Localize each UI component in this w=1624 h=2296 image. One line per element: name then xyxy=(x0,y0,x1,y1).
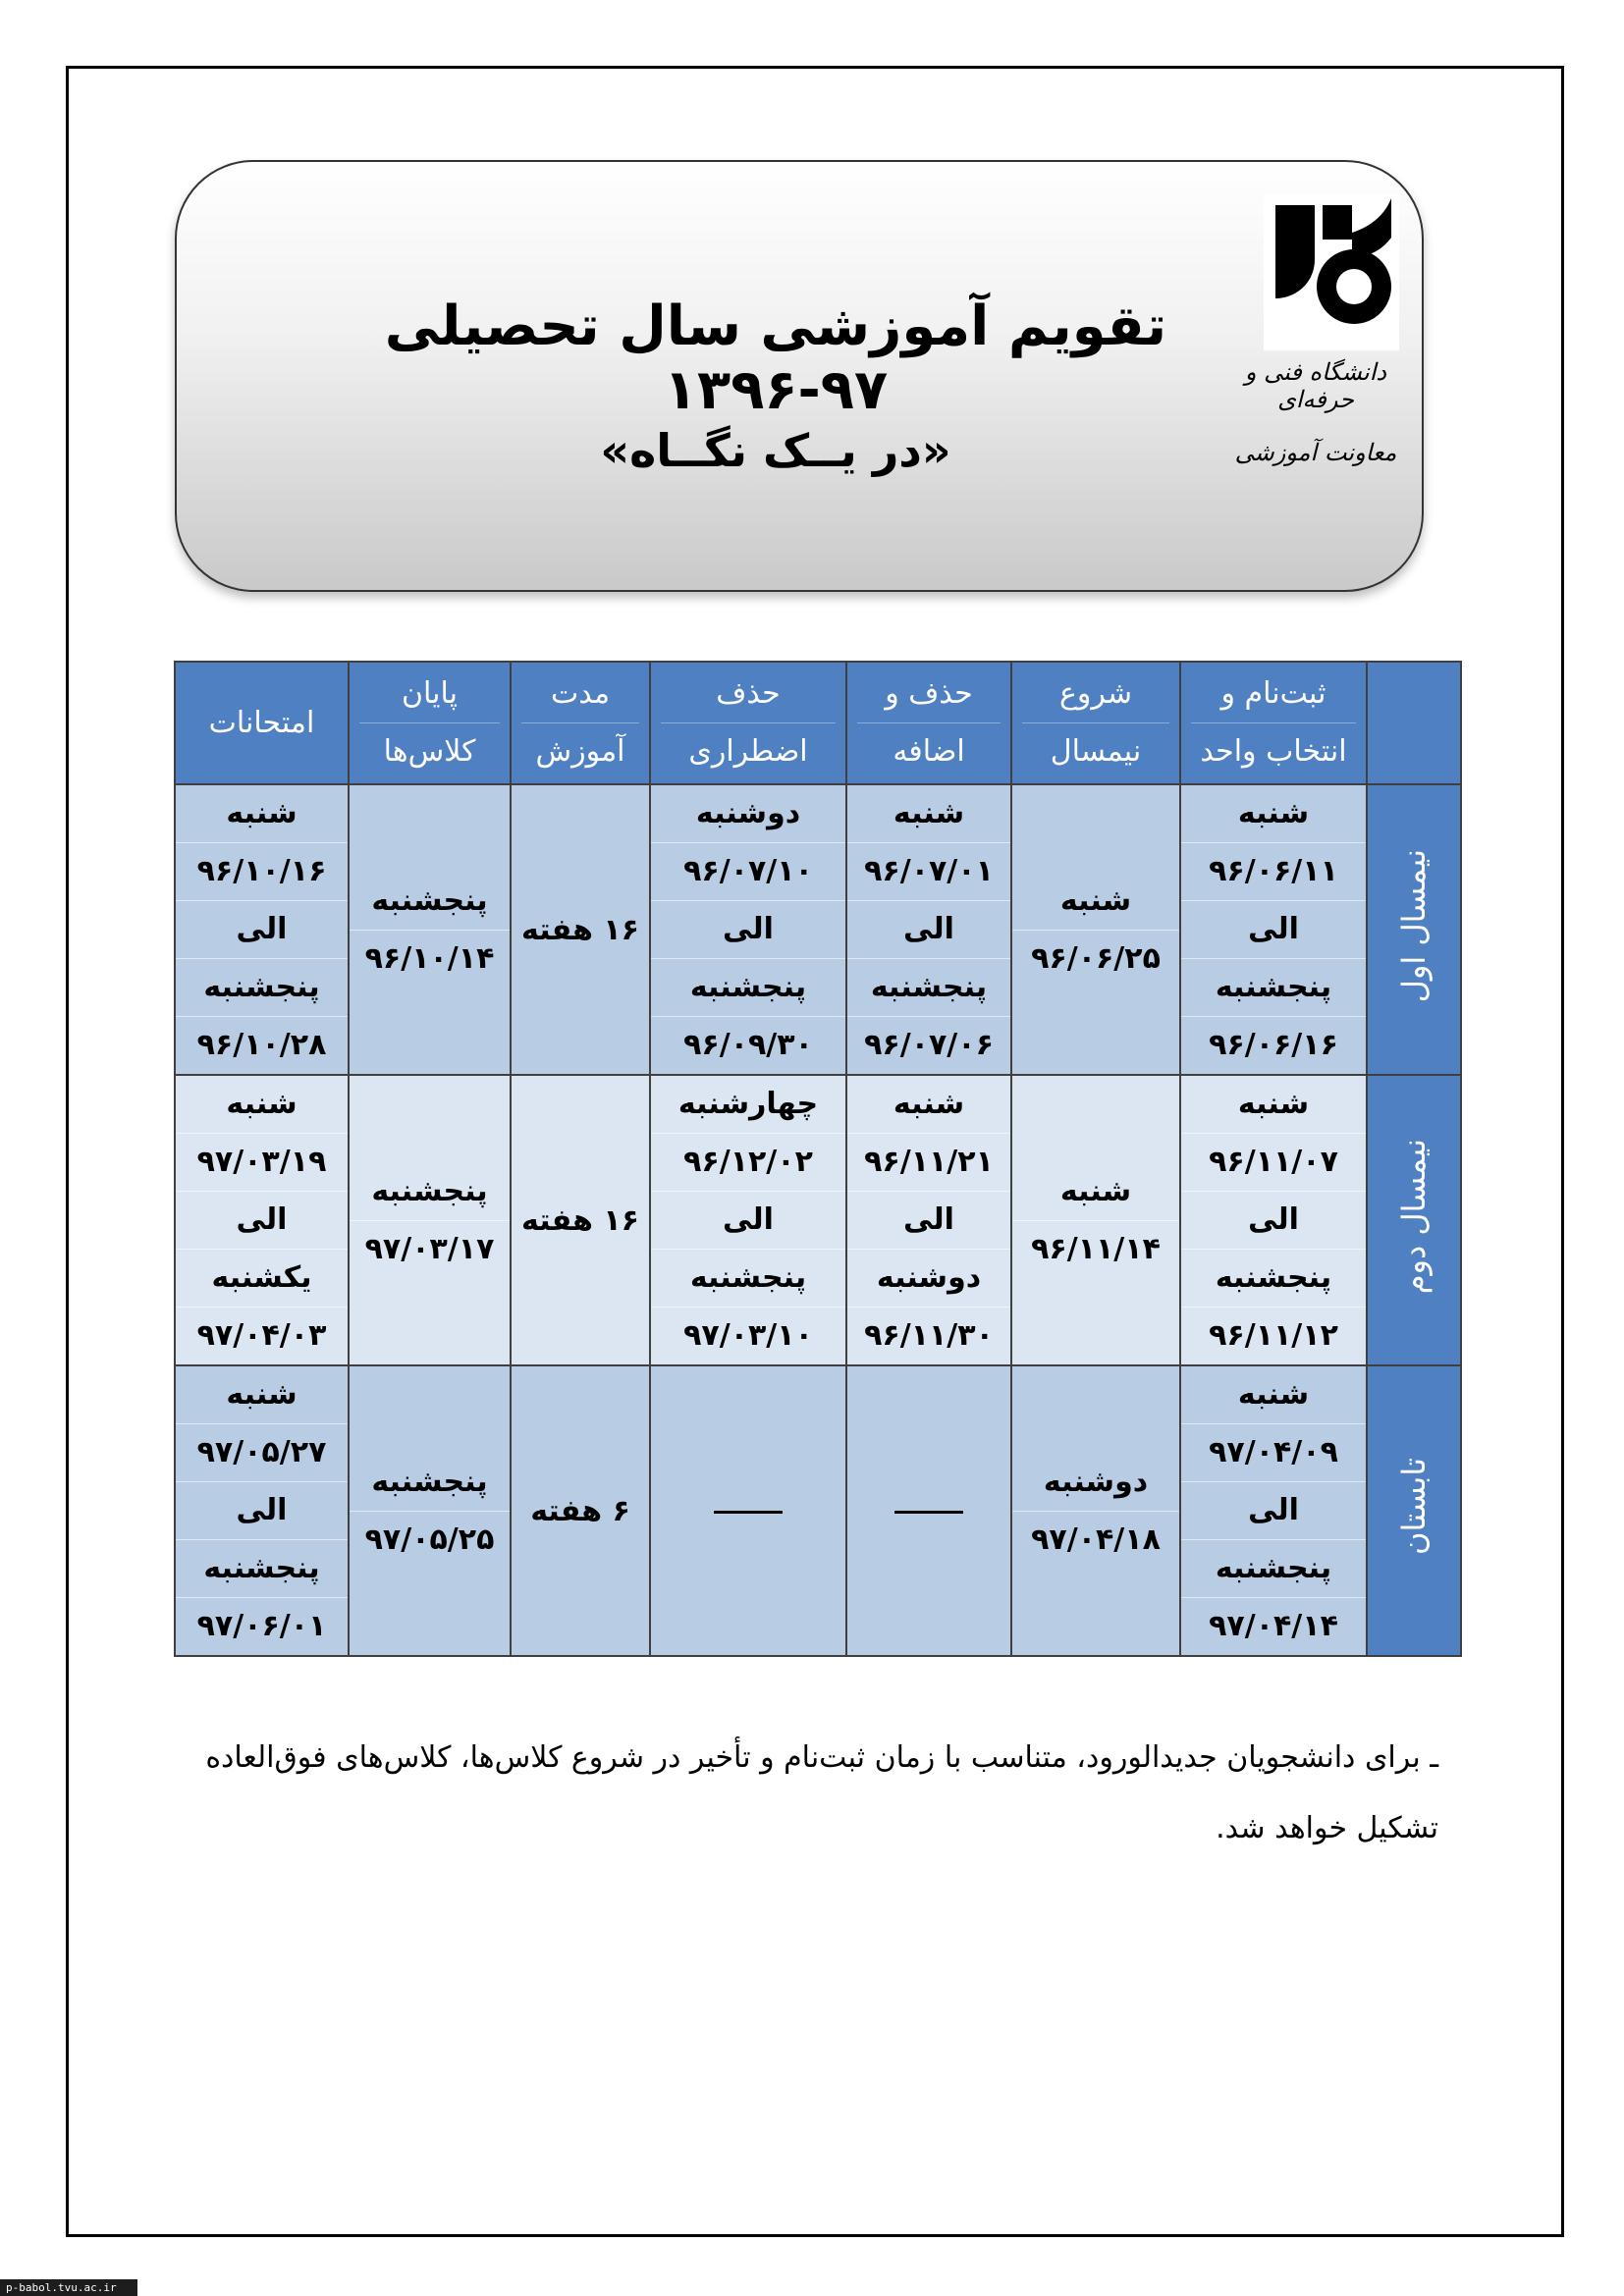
cell-line: شنبه xyxy=(847,785,1010,843)
registration-cell xyxy=(1180,1365,1367,1656)
term-label-cell xyxy=(1367,784,1461,1075)
table-row xyxy=(175,1075,1461,1365)
cell-line: ۹۷/۰۵/۲۷ xyxy=(176,1424,348,1482)
cell-line: چهارشنبه xyxy=(651,1076,845,1134)
col-header-end-classes xyxy=(349,662,511,784)
cell-line: الی xyxy=(1181,901,1366,959)
cell-line: پنجشنبه xyxy=(1181,1250,1366,1308)
cell-line: الی xyxy=(651,1192,845,1250)
col-header-add-drop xyxy=(846,662,1011,784)
add-drop-cell xyxy=(846,1365,1011,1656)
registration-cell xyxy=(1180,784,1367,1075)
empty-dash xyxy=(894,1511,963,1514)
cell-line: ۹۶/۰۶/۱۶ xyxy=(1209,1028,1338,1062)
table-row xyxy=(175,1365,1461,1656)
emergency-drop-cell xyxy=(650,1365,846,1656)
col-header-line: کلاس‌ها xyxy=(383,734,476,769)
cell-line: ۹۷/۰۳/۱۷ xyxy=(364,1231,495,1266)
col-header-line: اضافه xyxy=(893,734,965,769)
cell-line: شنبه xyxy=(1012,873,1179,931)
table-header-row xyxy=(175,662,1461,784)
cell-line: ۱۶ هفته xyxy=(521,912,639,947)
end-classes-cell xyxy=(349,784,511,1075)
col-header-line: مدت xyxy=(521,666,639,723)
cell-line: الی xyxy=(176,901,348,959)
col-header-line: انتخاب واحد xyxy=(1200,734,1347,769)
cell-line: الی xyxy=(1181,1482,1366,1540)
cell-line: پنجشنبه xyxy=(1181,959,1366,1017)
start-cell xyxy=(1011,1075,1180,1365)
cell-line: ۹۷/۰۴/۱۸ xyxy=(1031,1522,1161,1557)
cell-line: پنجشنبه xyxy=(651,959,845,1017)
cell-line: ۹۶/۰۷/۰۶ xyxy=(864,1028,994,1062)
cell-line: ۹۶/۰۶/۱۱ xyxy=(1181,843,1366,901)
cell-line: پنجشنبه xyxy=(847,959,1010,1017)
cell-line: ۹۷/۰۴/۱۴ xyxy=(1209,1609,1338,1643)
cell-line: ۹۶/۰۷/۰۱ xyxy=(847,843,1010,901)
table-row xyxy=(175,784,1461,1075)
emergency-drop-cell xyxy=(650,784,846,1075)
cell-line: ۹۶/۰۷/۱۰ xyxy=(651,843,845,901)
cell-line: پنجشنبه xyxy=(350,1163,510,1221)
col-header-line: حذف xyxy=(661,666,836,723)
col-header-line: آموزش xyxy=(535,734,625,769)
cell-line: الی xyxy=(1181,1192,1366,1250)
cell-line: پنجشنبه xyxy=(350,873,510,931)
cell-line: ۹۶/۱۱/۳۰ xyxy=(864,1318,994,1353)
cell-line: شنبه xyxy=(1181,785,1366,843)
cell-line: دوشنبه xyxy=(1012,1454,1179,1512)
start-cell xyxy=(1011,784,1180,1075)
site-url-tag[interactable]: p-babol.tvu.ac.ir xyxy=(0,2279,137,2296)
cell-line: ۱۶ هفته xyxy=(521,1202,639,1238)
cell-line: ۹۶/۰۹/۳۰ xyxy=(683,1028,813,1062)
cell-line: شنبه xyxy=(1181,1076,1366,1134)
cell-line: ۹۷/۰۳/۱۹ xyxy=(176,1134,348,1192)
col-header-exams xyxy=(175,662,349,784)
cell-line: پنجشنبه xyxy=(350,1454,510,1512)
col-header-emergency-drop xyxy=(650,662,846,784)
page-subtitle: «در یــک نگــاه» xyxy=(600,424,951,477)
registration-cell xyxy=(1180,1075,1367,1365)
cell-line: پنجشنبه xyxy=(176,959,348,1017)
cell-line: ۹۶/۱۰/۲۸ xyxy=(196,1028,327,1062)
end-classes-cell xyxy=(349,1075,511,1365)
term-label-cell xyxy=(1367,1075,1461,1365)
term-label: تابستان xyxy=(1395,1458,1433,1556)
col-header-registration xyxy=(1180,662,1367,784)
col-header-duration xyxy=(511,662,650,784)
logo-caption-university: دانشگاه فنی و حرفه‌ای xyxy=(1244,358,1387,413)
cell-line: ۶ هفته xyxy=(530,1493,630,1528)
cell-line: پنجشنبه xyxy=(176,1540,348,1598)
empty-dash xyxy=(714,1511,783,1514)
col-header-line: نیمسال xyxy=(1050,734,1142,769)
col-header-line: پایان xyxy=(359,666,500,723)
col-header-line: ثبت‌نام و xyxy=(1191,666,1356,723)
page-title: تقویم آموزشی سال تحصیلی ۹۷-۱۳۹۶ xyxy=(384,294,1167,422)
cell-line: ۹۷/۰۳/۱۰ xyxy=(683,1318,813,1353)
cell-line: ۹۶/۱۰/۱۴ xyxy=(364,940,495,976)
header-corner xyxy=(1367,662,1461,784)
academic-calendar-table xyxy=(174,661,1462,1657)
cell-line: الی xyxy=(176,1482,348,1540)
duration-cell xyxy=(511,784,650,1075)
footnote: ـ برای دانشجویان جدیدالورود، متناسب با زمان ثبت‌نام و تأخیر در شروع کلاس‌ها، کلاس‌های فوق‌العاده تشکیل خواهد شد. xyxy=(205,1740,1438,1845)
cell-line: شنبه xyxy=(1012,1163,1179,1221)
cell-line: الی xyxy=(651,901,845,959)
cell-line: ۹۶/۰۶/۲۵ xyxy=(1031,940,1161,976)
emergency-drop-cell xyxy=(650,1075,846,1365)
cell-line: پنجشنبه xyxy=(1181,1540,1366,1598)
cell-line: شنبه xyxy=(1181,1366,1366,1424)
exams-cell xyxy=(175,784,349,1075)
col-header-line: حذف و xyxy=(857,666,1001,723)
cell-line: الی xyxy=(176,1192,348,1250)
col-header-line: شروع xyxy=(1022,666,1169,723)
duration-cell xyxy=(511,1365,650,1656)
cell-line: ۹۷/۰۴/۰۳ xyxy=(196,1318,327,1353)
cell-line: شنبه xyxy=(847,1076,1010,1134)
cell-line: پنجشنبه xyxy=(651,1250,845,1308)
cell-line: دوشنبه xyxy=(847,1250,1010,1308)
cell-line: الی xyxy=(847,1192,1010,1250)
add-drop-cell xyxy=(846,1075,1011,1365)
cell-line: ۹۶/۱۱/۱۲ xyxy=(1209,1318,1338,1353)
term-label-cell xyxy=(1367,1365,1461,1656)
university-logo xyxy=(1264,193,1399,350)
cell-line: شنبه xyxy=(176,1366,348,1424)
col-header-line: امتحانات xyxy=(208,705,315,740)
cell-line: شنبه xyxy=(176,1076,348,1134)
cell-line: ۹۶/۱۰/۱۶ xyxy=(176,843,348,901)
cell-line: دوشنبه xyxy=(651,785,845,843)
exams-cell xyxy=(175,1075,349,1365)
cell-line: ۹۷/۰۴/۰۹ xyxy=(1181,1424,1366,1482)
cell-line: ۹۶/۱۱/۲۱ xyxy=(847,1134,1010,1192)
term-label: نیمسال دوم xyxy=(1395,1138,1433,1295)
cell-line: ۹۷/۰۵/۲۵ xyxy=(364,1522,495,1557)
cell-line: ۹۶/۱۲/۰۲ xyxy=(651,1134,845,1192)
add-drop-cell xyxy=(846,784,1011,1075)
cell-line: ۹۷/۰۶/۰۱ xyxy=(196,1609,327,1643)
term-label: نیمسال اول xyxy=(1395,848,1433,1003)
logo-caption-deputy: معاونت آموزشی xyxy=(1234,439,1397,466)
cell-line: الی xyxy=(847,901,1010,959)
cell-line: یکشنبه xyxy=(176,1250,348,1308)
cell-line: ۹۶/۱۱/۰۷ xyxy=(1181,1134,1366,1192)
end-classes-cell xyxy=(349,1365,511,1656)
exams-cell xyxy=(175,1365,349,1656)
col-header-line: اضطراری xyxy=(688,734,808,769)
duration-cell xyxy=(511,1075,650,1365)
start-cell xyxy=(1011,1365,1180,1656)
cell-line: شنبه xyxy=(176,785,348,843)
col-header-start xyxy=(1011,662,1180,784)
cell-line: ۹۶/۱۱/۱۴ xyxy=(1031,1231,1161,1266)
